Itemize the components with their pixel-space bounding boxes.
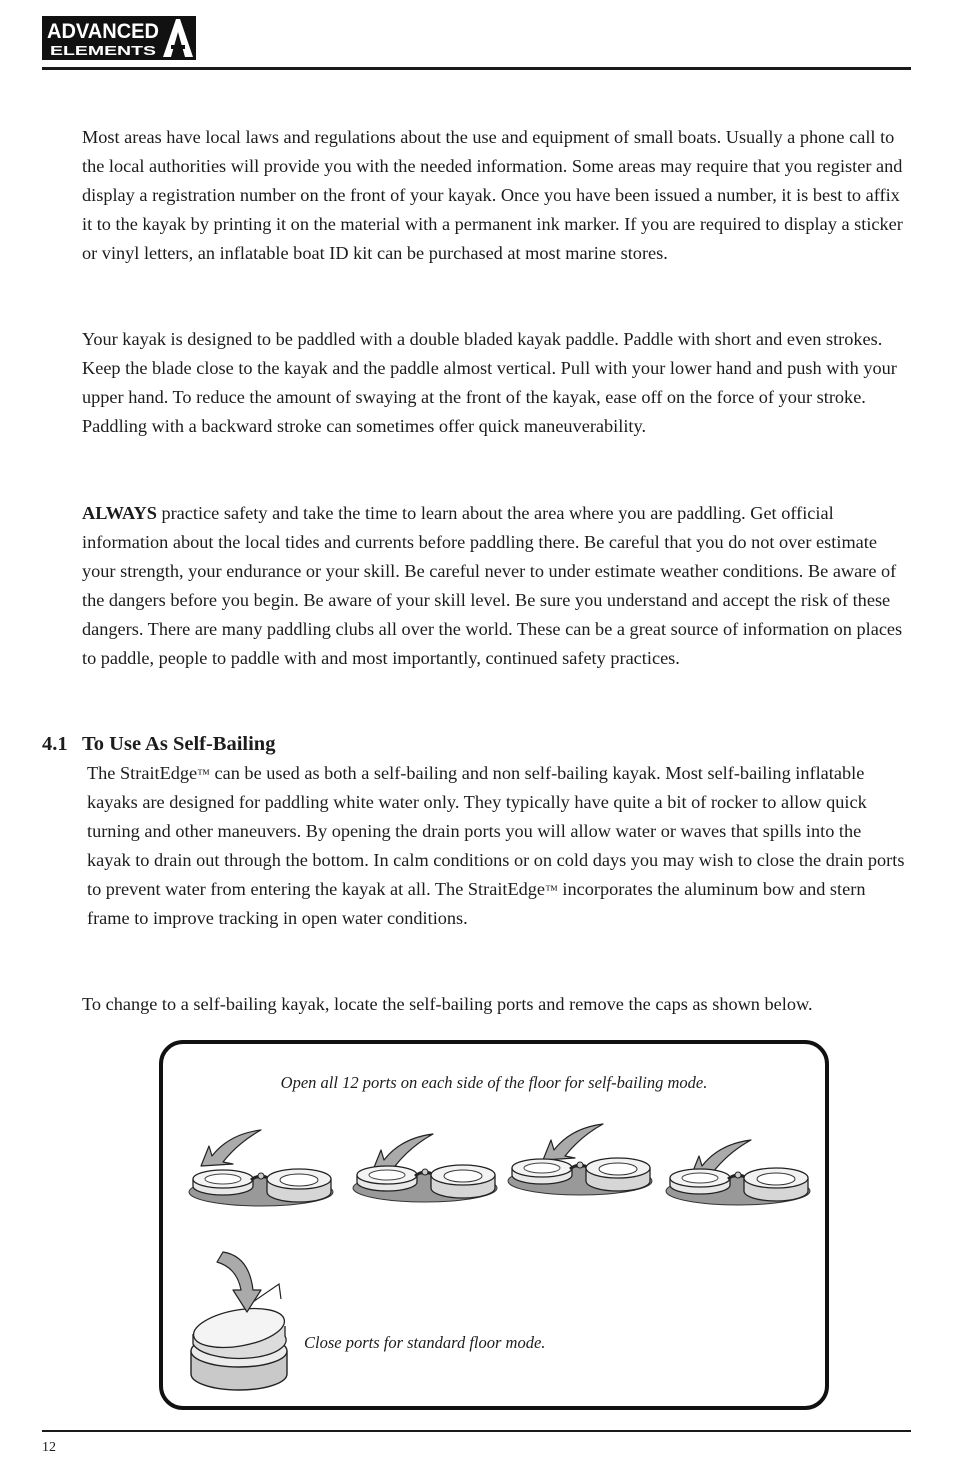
section-number: 4.1 [42, 733, 68, 755]
self-bailing-text-2: can be used as both a self-bailing and non self-bailing kayak. Most self-bailing inflatable kayaks are designed for paddling white water only. They typically have quite a bit of rocker to allow quick turning and other maneuvers. By opening the drain ports you will allow water or waves that spills into the kayak to drain out through the bottom. In calm conditions or on cold days you may wish to close the drain ports to prevent water from entering the kayak at all. The StraitEdge [87, 763, 905, 899]
footer-rule [42, 1430, 911, 1432]
trademark-symbol: ™ [197, 766, 210, 781]
closed-port [191, 1252, 288, 1390]
section-heading [42, 730, 275, 758]
header-rule [42, 67, 911, 70]
open-port-1 [189, 1130, 333, 1206]
open-port-3 [508, 1124, 652, 1195]
caption-close-ports: Close ports for standard floor mode. [304, 1333, 546, 1352]
logo-line-2: ELEMENTS [50, 43, 157, 58]
paragraph-instruction: To change to a self-bailing kayak, locate the self-bailing ports and remove the caps as shown below. [82, 994, 813, 1014]
paragraph-paddling: Your kayak is designed to be paddled with a double bladed kayak paddle. Paddle with short and even strokes. Keep the blade close to the kayak and the paddle almost vertical. Pull with your lower hand and push with your upper hand. To reduce the amount of swaying at the front of the kayak, ease off on the force of your stroke. Paddling with a backward stroke can sometimes offer quick maneuverability. [82, 329, 897, 436]
open-port-2 [353, 1134, 497, 1202]
open-port-4 [666, 1140, 810, 1205]
logo-line-1: ADVANCED [47, 20, 159, 43]
safety-text: practice safety and take the time to learn about the area where you are paddling. Get official information about the local tides and currents before paddling there. Be careful that you do not over estimate your strength, your endurance or your skill. Be careful never to under estimate weather conditions. Be aware of the dangers before you begin. Be aware of your skill level. Be sure you understand and accept the risk of these dangers. There are many paddling clubs all over the world. These can be a great source of information on places to paddle, people to paddle with and most importantly, continued safety practices. [82, 503, 903, 668]
paragraph-safety [82, 499, 912, 673]
drain-port-illustration [163, 1044, 833, 1414]
safety-lead-word: ALWAYS [82, 503, 157, 523]
self-bailing-text-3: incorporates the aluminum bow and stern frame to improve tracking in open water conditions. [87, 879, 866, 928]
section-title: To Use As Self-Bailing [82, 733, 276, 755]
paragraph-self-bailing [87, 759, 909, 933]
page-number: 12 [42, 1440, 56, 1455]
caption-open-ports: Open all 12 ports on each side of the floor for self-bailing mode. [280, 1073, 708, 1092]
trademark-symbol: ™ [545, 882, 558, 897]
paragraph-regulations: Most areas have local laws and regulations about the use and equipment of small boats. Usually a phone call to the local authorities will provide you with the needed information. Some areas may require that you register and display a registration number on the front of your kayak. Once you have been issued a number, it is best to affix it to the kayak by printing it on the material with a permanent ink marker. If you are required to display a sticker or vinyl letters, an inflatable boat ID kit can be purchased at most marine stores. [82, 127, 903, 263]
advanced-elements-logo [42, 16, 196, 60]
self-bailing-text-1: The StraitEdge [87, 763, 198, 783]
drain-port-figure [159, 1040, 829, 1410]
